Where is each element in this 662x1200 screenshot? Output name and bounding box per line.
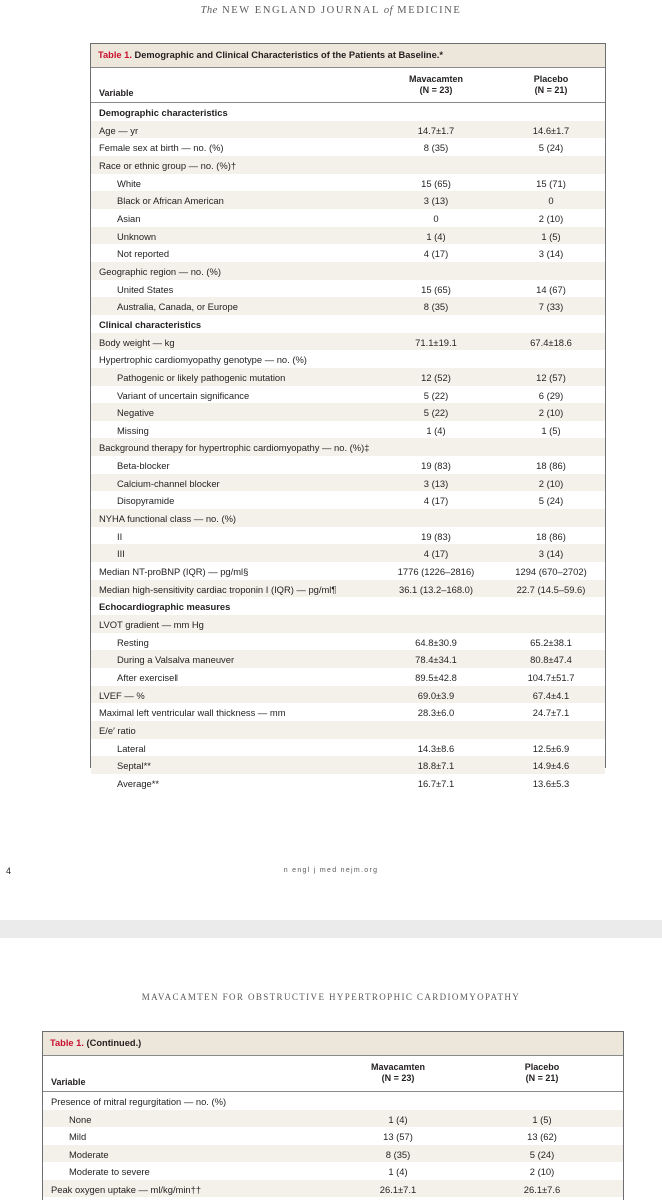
column-header-placebo-n: (N = 21)	[525, 1073, 559, 1083]
table-caption	[91, 44, 605, 68]
row-label: III	[117, 548, 125, 560]
cell-mavacamten: 36.1 (13.2–168.0)	[398, 583, 474, 595]
table-row	[91, 174, 605, 192]
cell-placebo: 12 (57)	[536, 371, 566, 383]
table-row	[91, 403, 605, 421]
table-row	[91, 633, 605, 651]
cell-placebo: 18 (86)	[536, 460, 566, 472]
cell-mavacamten: 1 (4)	[426, 230, 446, 242]
article-running-head: MAVACAMTEN FOR OBSTRUCTIVE HYPERTROPHIC CARDIOMYOPATHY	[141, 992, 521, 1002]
column-header-variable: Variable	[51, 1077, 86, 1087]
table-label: Table 1.	[98, 50, 132, 60]
row-label: LVEF — %	[99, 689, 145, 701]
running-head-suffix: MEDICINE	[397, 5, 462, 16]
running-head-of: of	[383, 5, 394, 16]
row-label: Calcium-channel blocker	[117, 477, 220, 489]
row-label: Mild	[69, 1131, 87, 1142]
table-row	[91, 650, 605, 668]
row-label: Demographic characteristics	[99, 107, 228, 118]
table-caption	[43, 1032, 623, 1056]
cell-placebo: 2 (10)	[538, 477, 564, 489]
column-header-mavacamten	[381, 74, 491, 96]
cell-placebo: 80.8±47.4	[530, 654, 572, 666]
row-label: Pathogenic or likely pathogenic mutation	[117, 371, 286, 383]
table-row	[91, 333, 605, 351]
column-header-mavacamten-name: Mavacamten	[370, 1062, 426, 1072]
column-header-placebo	[496, 74, 606, 96]
row-label: During a Valsalva maneuver	[117, 654, 235, 666]
table-row	[91, 121, 605, 139]
table-row	[91, 756, 605, 774]
table-header-row	[43, 1056, 623, 1092]
column-header-variable: Variable	[99, 88, 134, 98]
cell-mavacamten: 4 (17)	[423, 248, 449, 260]
table-row	[91, 703, 605, 721]
table-section-header	[91, 597, 605, 615]
cell-placebo: 5 (24)	[538, 495, 564, 507]
table-1	[90, 43, 606, 789]
cell-placebo: 104.7±51.7	[527, 672, 575, 683]
row-label: Moderate to severe	[69, 1166, 150, 1177]
cell-placebo: 1 (5)	[532, 1113, 552, 1125]
table-row	[91, 739, 605, 757]
column-header-mavacamten-n: (N = 23)	[381, 1073, 415, 1083]
row-label: Female sex at birth — no. (%)	[99, 142, 224, 154]
row-label: Beta-blocker	[117, 460, 170, 472]
cell-mavacamten: 1 (4)	[388, 1113, 408, 1125]
cell-mavacamten: 1776 (1226–2816)	[397, 566, 475, 578]
cell-placebo: 14.9±4.6	[532, 760, 570, 772]
cell-mavacamten: 4 (17)	[423, 548, 449, 560]
table-body	[91, 103, 605, 792]
cell-mavacamten: 15 (65)	[421, 283, 451, 295]
table-1-continued	[42, 1031, 624, 1200]
cell-mavacamten: 14.7±1.7	[417, 124, 455, 136]
cell-mavacamten: 5 (22)	[423, 389, 449, 401]
table-row	[91, 138, 605, 156]
cell-mavacamten: 28.3±6.0	[417, 707, 455, 719]
table-row	[91, 368, 605, 386]
row-label: Echocardiographic measures	[99, 601, 231, 613]
table-row	[91, 544, 605, 562]
cell-placebo: 14 (67)	[536, 283, 566, 295]
table-row	[91, 615, 605, 633]
row-label: II	[117, 530, 123, 542]
cell-mavacamten: 19 (83)	[421, 530, 451, 542]
table-row	[91, 580, 605, 598]
row-label: Black or African American	[117, 195, 224, 207]
cell-placebo: 67.4±4.1	[532, 689, 570, 701]
cell-mavacamten: 4 (17)	[423, 495, 449, 507]
table-row	[43, 1127, 623, 1145]
row-label: LVOT gradient — mm Hg	[99, 619, 204, 631]
cell-mavacamten: 26.1±7.1	[379, 1183, 417, 1195]
table-row	[91, 209, 605, 227]
table-row	[43, 1110, 623, 1128]
cell-mavacamten: 12 (52)	[421, 371, 451, 383]
row-label: Geographic region — no. (%)	[99, 265, 221, 277]
page-footer: n engl j med nejm.org	[283, 867, 379, 874]
cell-mavacamten: 8 (35)	[423, 301, 449, 313]
cell-placebo: 65.2±38.1	[530, 636, 572, 648]
table-row	[91, 456, 605, 474]
row-label: Not reported	[117, 248, 170, 260]
row-label: Age — yr	[99, 124, 139, 136]
cell-placebo: 3 (14)	[538, 248, 564, 260]
cell-mavacamten: 19 (83)	[421, 460, 451, 472]
table-row	[91, 156, 605, 174]
cell-mavacamten: 18.8±7.1	[417, 760, 455, 772]
table-row	[43, 1092, 623, 1110]
row-label: Variant of uncertain significance	[117, 389, 250, 401]
cell-mavacamten: 3 (13)	[423, 477, 449, 489]
row-label: None	[69, 1113, 92, 1125]
cell-mavacamten: 69.0±3.9	[417, 689, 455, 701]
row-label: Presence of mitral regurgitation — no. (%)	[51, 1096, 227, 1107]
page-number: 4	[6, 866, 12, 876]
row-label: Unknown	[117, 230, 157, 242]
table-row	[43, 1162, 623, 1180]
cell-placebo: 0	[548, 195, 554, 207]
cell-placebo: 2 (10)	[529, 1166, 555, 1177]
row-label: Resting	[117, 636, 149, 648]
cell-placebo: 67.4±18.6	[530, 336, 572, 348]
cell-mavacamten: 0	[433, 212, 439, 224]
cell-placebo: 3 (14)	[538, 548, 564, 560]
table-title: (Continued.)	[86, 1038, 142, 1048]
cell-placebo: 13.6±5.3	[532, 777, 570, 789]
page-separator	[0, 920, 662, 938]
table-row	[91, 244, 605, 262]
column-header-mavacamten	[343, 1062, 453, 1084]
table-row	[91, 386, 605, 404]
cell-placebo: 22.7 (14.5–59.6)	[516, 583, 586, 595]
table-label: Table 1.	[50, 1038, 84, 1048]
table-row	[91, 421, 605, 439]
cell-mavacamten: 13 (57)	[383, 1131, 413, 1142]
cell-mavacamten: 15 (65)	[421, 177, 451, 189]
row-label: Lateral	[117, 742, 146, 754]
table-row	[91, 686, 605, 704]
cell-placebo: 26.1±7.6	[523, 1183, 561, 1195]
cell-placebo: 5 (24)	[529, 1148, 555, 1160]
table-row	[91, 297, 605, 315]
row-label: Average**	[117, 777, 160, 789]
row-label: E/e′ ratio	[99, 724, 136, 736]
column-header-mavacamten-name: Mavacamten	[408, 74, 464, 84]
running-head-prefix: The	[200, 5, 218, 16]
column-header-placebo	[487, 1062, 597, 1084]
cell-placebo: 13 (62)	[527, 1131, 557, 1142]
cell-mavacamten: 8 (35)	[385, 1148, 411, 1160]
cell-mavacamten: 78.4±34.1	[415, 654, 457, 666]
table-row	[91, 668, 605, 686]
journal-page-2	[0, 938, 662, 1200]
running-head-title: NEW ENGLAND JOURNAL	[222, 5, 380, 16]
cell-placebo: 15 (71)	[536, 177, 566, 189]
table-row	[91, 280, 605, 298]
row-label: Race or ethnic group — no. (%)†	[99, 159, 237, 171]
column-header-placebo-n: (N = 21)	[534, 85, 568, 95]
row-label: Asian	[117, 212, 141, 224]
cell-placebo: 12.5±6.9	[532, 742, 570, 754]
table-section-header	[91, 315, 605, 333]
cell-placebo: 1294 (670–2702)	[515, 566, 587, 578]
column-header-mavacamten-n: (N = 23)	[419, 85, 453, 95]
table-title: Demographic and Clinical Characteristics of the Patients at Baseline.*	[134, 50, 443, 60]
cell-placebo: 6 (29)	[538, 389, 564, 401]
table-row	[91, 721, 605, 739]
row-label: Median NT-proBNP (IQR) — pg/ml§	[99, 566, 249, 578]
cell-placebo: 2 (10)	[538, 407, 564, 419]
table-row	[91, 774, 605, 792]
table-row	[91, 562, 605, 580]
cell-placebo: 18 (86)	[536, 530, 566, 542]
table-row	[91, 350, 605, 368]
cell-placebo: 1 (5)	[541, 424, 561, 436]
table-row	[43, 1180, 623, 1198]
column-header-placebo-name: Placebo	[533, 74, 569, 84]
row-label: Hypertrophic cardiomyopathy genotype — no. (%)	[99, 354, 307, 366]
cell-mavacamten: 14.3±8.6	[417, 742, 455, 754]
row-label: White	[117, 177, 141, 189]
row-label: United States	[117, 283, 174, 295]
row-label: After exercise‖	[117, 672, 179, 683]
row-label: NYHA functional class — no. (%)	[99, 513, 237, 525]
cell-mavacamten: 16.7±7.1	[417, 777, 455, 789]
cell-mavacamten: 1 (4)	[388, 1166, 408, 1177]
table-row	[91, 262, 605, 280]
cell-placebo: 14.6±1.7	[532, 124, 570, 136]
cell-placebo: 24.7±7.1	[532, 707, 570, 719]
column-header-placebo-name: Placebo	[524, 1062, 560, 1072]
cell-placebo: 1 (5)	[541, 230, 561, 242]
row-label: Body weight — kg	[99, 336, 175, 348]
row-label: Negative	[117, 407, 155, 419]
table-row	[91, 191, 605, 209]
journal-running-head	[0, 5, 662, 16]
row-label: Clinical characteristics	[99, 318, 202, 330]
cell-mavacamten: 64.8±30.9	[415, 636, 457, 648]
cell-placebo: 2 (10)	[538, 212, 564, 224]
cell-placebo: 7 (33)	[538, 301, 564, 313]
table-row	[91, 509, 605, 527]
row-label: Maximal left ventricular wall thickness — mm	[99, 707, 286, 719]
cell-mavacamten: 8 (35)	[423, 142, 449, 154]
row-label: Disopyramide	[117, 495, 175, 507]
cell-mavacamten: 89.5±42.8	[415, 672, 457, 683]
cell-mavacamten: 3 (13)	[423, 195, 449, 207]
row-label: Australia, Canada, or Europe	[117, 301, 238, 313]
cell-mavacamten: 71.1±19.1	[415, 336, 457, 348]
table-row	[91, 474, 605, 492]
row-label: Peak oxygen uptake — ml/kg/min††	[51, 1183, 202, 1195]
table-section-header	[91, 103, 605, 121]
table-row	[91, 227, 605, 245]
row-label: Median high-sensitivity cardiac troponin I (IQR) — pg/ml¶	[99, 583, 337, 595]
cell-mavacamten: 1 (4)	[426, 424, 446, 436]
table-body	[43, 1092, 623, 1197]
table-row	[91, 491, 605, 509]
cell-placebo: 5 (24)	[538, 142, 564, 154]
row-label: Moderate	[69, 1148, 109, 1160]
table-header-row	[91, 68, 605, 103]
row-label: Septal**	[117, 760, 151, 772]
table-row	[91, 438, 605, 456]
row-label: Background therapy for hypertrophic cardiomyopathy — no. (%)‡	[99, 442, 370, 454]
table-row	[43, 1145, 623, 1163]
row-label: Missing	[117, 424, 149, 436]
table-row	[91, 527, 605, 545]
cell-mavacamten: 5 (22)	[423, 407, 449, 419]
